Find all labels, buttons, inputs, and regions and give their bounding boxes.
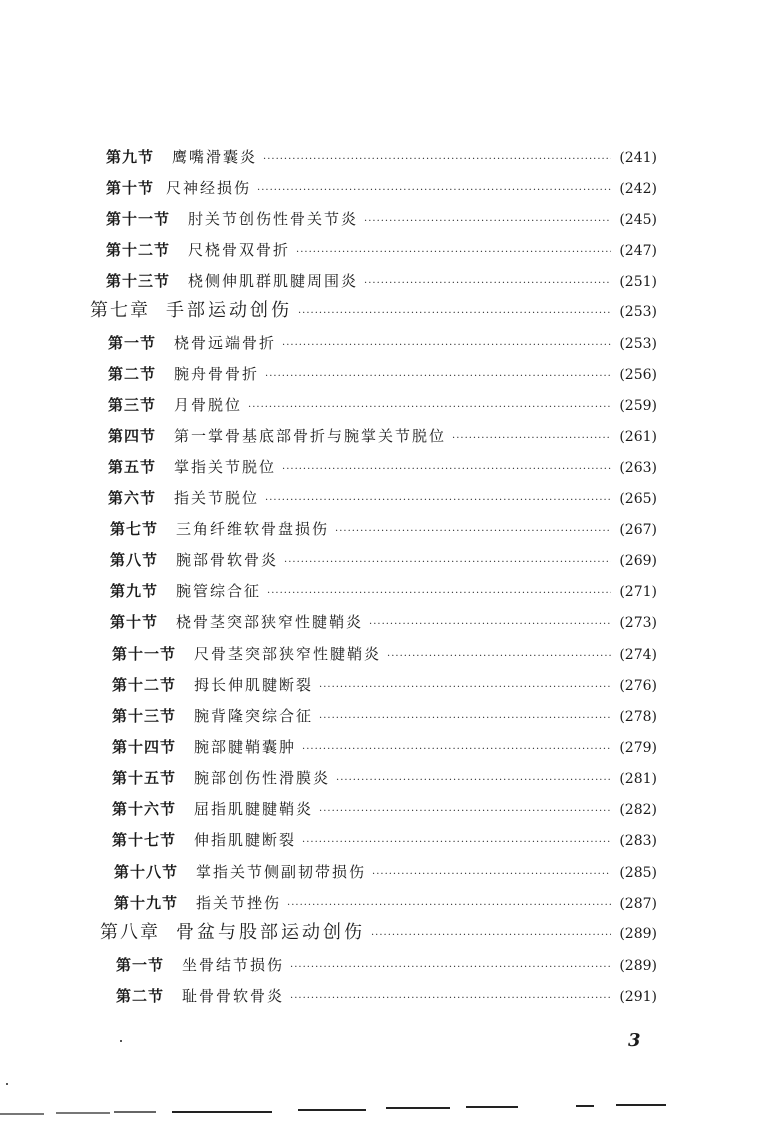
scan-artifact-line [114, 1111, 156, 1113]
toc-entry[interactable] [114, 861, 657, 883]
entry-title: 掌指关节侧副韧带损伤 [196, 863, 367, 881]
entry-page: (269) [619, 553, 657, 569]
leader-dots [369, 614, 611, 636]
toc-entry[interactable] [116, 954, 657, 976]
leader-dots [296, 242, 611, 264]
entry-title: 桡骨远端骨折 [174, 334, 277, 352]
entry-title: 腕舟骨骨折 [174, 365, 260, 383]
toc-entry[interactable] [112, 643, 657, 665]
entry-number: 第一节 [108, 334, 157, 352]
toc-entry[interactable] [108, 425, 657, 447]
toc-entry[interactable] [110, 580, 657, 602]
leader-dots [319, 677, 611, 699]
toc-entry[interactable] [110, 549, 657, 571]
scan-artifact-line [0, 1113, 44, 1115]
entry-number: 第十节 [106, 179, 155, 197]
leader-dots [452, 428, 611, 450]
entry-page: (278) [619, 709, 657, 725]
entry-page: (276) [619, 678, 657, 694]
entry-page: (273) [619, 615, 657, 631]
toc-entry[interactable] [110, 518, 657, 540]
leader-dots [284, 552, 611, 574]
entry-number: 第一节 [116, 956, 165, 974]
toc-entry[interactable] [106, 177, 657, 199]
entry-page: (263) [619, 460, 657, 476]
toc-entry[interactable] [108, 394, 657, 416]
entry-number: 第二节 [108, 365, 157, 383]
toc-entry[interactable] [112, 705, 657, 727]
scan-artifact-line [576, 1105, 594, 1107]
entry-title: 腕背隆突综合征 [194, 707, 314, 725]
leader-dots [302, 832, 611, 854]
chapter-number: 第七章 [90, 300, 150, 321]
entry-page: (274) [619, 647, 657, 663]
entry-page: (287) [619, 896, 657, 912]
leader-dots [372, 864, 611, 886]
leader-dots [387, 646, 611, 668]
entry-page: (285) [619, 865, 657, 881]
toc-entry[interactable] [108, 363, 657, 385]
entry-page: (247) [619, 243, 657, 259]
toc-chapter[interactable] [100, 922, 657, 944]
leader-dots [364, 211, 611, 233]
toc-entry[interactable] [112, 798, 657, 820]
entry-title: 桡侧伸肌群肌腱周围炎 [188, 272, 359, 290]
scan-artifact [6, 1083, 8, 1085]
scan-artifact-line [298, 1109, 366, 1111]
toc-entry[interactable] [108, 456, 657, 478]
entry-number: 第十五节 [112, 769, 177, 787]
leader-dots [282, 459, 611, 481]
entry-title: 三角纤维软骨盘损伤 [176, 520, 330, 538]
entry-page: (261) [619, 429, 657, 445]
entry-page: (253) [619, 304, 657, 320]
leader-dots [298, 303, 611, 325]
leader-dots [371, 925, 611, 947]
entry-number: 第十一节 [106, 210, 171, 228]
leader-dots [265, 490, 611, 512]
entry-page: (265) [619, 491, 657, 507]
leader-dots [248, 397, 611, 419]
entry-number: 第五节 [108, 458, 157, 476]
scan-artifact-line [386, 1107, 450, 1109]
toc-entry[interactable] [114, 892, 657, 914]
entry-number: 第十节 [110, 613, 159, 631]
leader-dots [290, 957, 611, 979]
entry-title: 月骨脱位 [174, 396, 243, 414]
toc-entry[interactable] [112, 767, 657, 789]
entry-title: 腕部腱鞘囊肿 [194, 738, 297, 756]
scan-artifact-line [616, 1104, 666, 1106]
entry-page: (279) [619, 740, 657, 756]
entry-page: (271) [619, 584, 657, 600]
toc-entry[interactable] [108, 332, 657, 354]
leader-dots [265, 366, 611, 388]
entry-number: 第十七节 [112, 831, 177, 849]
entry-number: 第十三节 [106, 272, 171, 290]
toc-entry[interactable] [110, 611, 657, 633]
entry-page: (256) [619, 367, 657, 383]
leader-dots [287, 895, 611, 917]
leader-dots [267, 583, 611, 605]
entry-page: (242) [619, 181, 657, 197]
toc-entry[interactable] [108, 487, 657, 509]
chapter-number: 第八章 [100, 922, 160, 943]
entry-title: 尺桡骨双骨折 [188, 241, 291, 259]
entry-page: (282) [619, 802, 657, 818]
toc-entry[interactable] [116, 985, 657, 1007]
toc-entry[interactable] [106, 146, 657, 168]
leader-dots [257, 180, 611, 202]
entry-number: 第二节 [116, 987, 165, 1005]
leader-dots [336, 770, 611, 792]
entry-number: 第十九节 [114, 894, 179, 912]
leader-dots [282, 335, 611, 357]
chapter-title: 骨盆与股部运动创伤 [176, 922, 365, 943]
entry-title: 耻骨骨软骨炎 [182, 987, 285, 1005]
leader-dots [319, 801, 611, 823]
leader-dots [364, 273, 611, 295]
entry-title: 腕部骨软骨炎 [176, 551, 279, 569]
entry-number: 第十二节 [112, 676, 177, 694]
entry-number: 第六节 [108, 489, 157, 507]
entry-title: 掌指关节脱位 [174, 458, 277, 476]
entry-number: 第十六节 [112, 800, 177, 818]
leader-dots [290, 988, 611, 1010]
entry-title: 坐骨结节损伤 [182, 956, 285, 974]
toc-entry[interactable] [106, 270, 657, 292]
page-number: 3 [628, 1030, 641, 1051]
entry-page: (283) [619, 833, 657, 849]
entry-page: (251) [619, 274, 657, 290]
leader-dots [319, 708, 611, 730]
entry-number: 第十二节 [106, 241, 171, 259]
entry-number: 第七节 [110, 520, 159, 538]
entry-title: 腕管综合征 [176, 582, 262, 600]
entry-number: 第九节 [106, 148, 155, 166]
scan-artifact-line [56, 1112, 110, 1114]
entry-title: 伸指肌腱断裂 [194, 831, 297, 849]
entry-title: 尺骨茎突部狭窄性腱鞘炎 [194, 645, 382, 663]
toc-entry[interactable] [106, 239, 657, 261]
leader-dots [263, 149, 611, 171]
scan-artifact-line [466, 1106, 518, 1108]
scan-artifact-line [172, 1111, 272, 1113]
entry-number: 第十一节 [112, 645, 177, 663]
entry-page: (281) [619, 771, 657, 787]
toc-entry[interactable] [106, 208, 657, 230]
chapter-title: 手部运动创伤 [166, 300, 292, 321]
entry-page: (241) [619, 150, 657, 166]
entry-title: 拇长伸肌腱断裂 [194, 676, 314, 694]
entry-number: 第三节 [108, 396, 157, 414]
scan-artifact [120, 1040, 122, 1042]
entry-title: 屈指肌腱腱鞘炎 [194, 800, 314, 818]
entry-page: (253) [619, 336, 657, 352]
entry-title: 鹰嘴滑囊炎 [172, 148, 258, 166]
entry-title: 桡骨茎突部狭窄性腱鞘炎 [176, 613, 364, 631]
entry-title: 肘关节创伤性骨关节炎 [188, 210, 359, 228]
entry-number: 第四节 [108, 427, 157, 445]
leader-dots [302, 739, 611, 761]
entry-title: 尺神经损伤 [166, 179, 252, 197]
toc-entry[interactable] [112, 674, 657, 696]
entry-page: (289) [619, 958, 657, 974]
leader-dots [335, 521, 611, 543]
entry-page: (245) [619, 212, 657, 228]
entry-number: 第十八节 [114, 863, 179, 881]
entry-number: 第八节 [110, 551, 159, 569]
entry-number: 第十三节 [112, 707, 177, 725]
entry-page: (291) [619, 989, 657, 1005]
entry-page: (259) [619, 398, 657, 414]
entry-title: 指关节脱位 [174, 489, 260, 507]
entry-page: (289) [619, 926, 657, 942]
entry-page: (267) [619, 522, 657, 538]
toc-chapter[interactable] [90, 300, 657, 322]
entry-title: 第一掌骨基底部骨折与腕掌关节脱位 [174, 427, 447, 445]
toc-entry[interactable] [112, 829, 657, 851]
entry-number: 第十四节 [112, 738, 177, 756]
entry-number: 第九节 [110, 582, 159, 600]
entry-title: 腕部创伤性滑膜炎 [194, 769, 331, 787]
entry-title: 指关节挫伤 [196, 894, 282, 912]
toc-entry[interactable] [112, 736, 657, 758]
